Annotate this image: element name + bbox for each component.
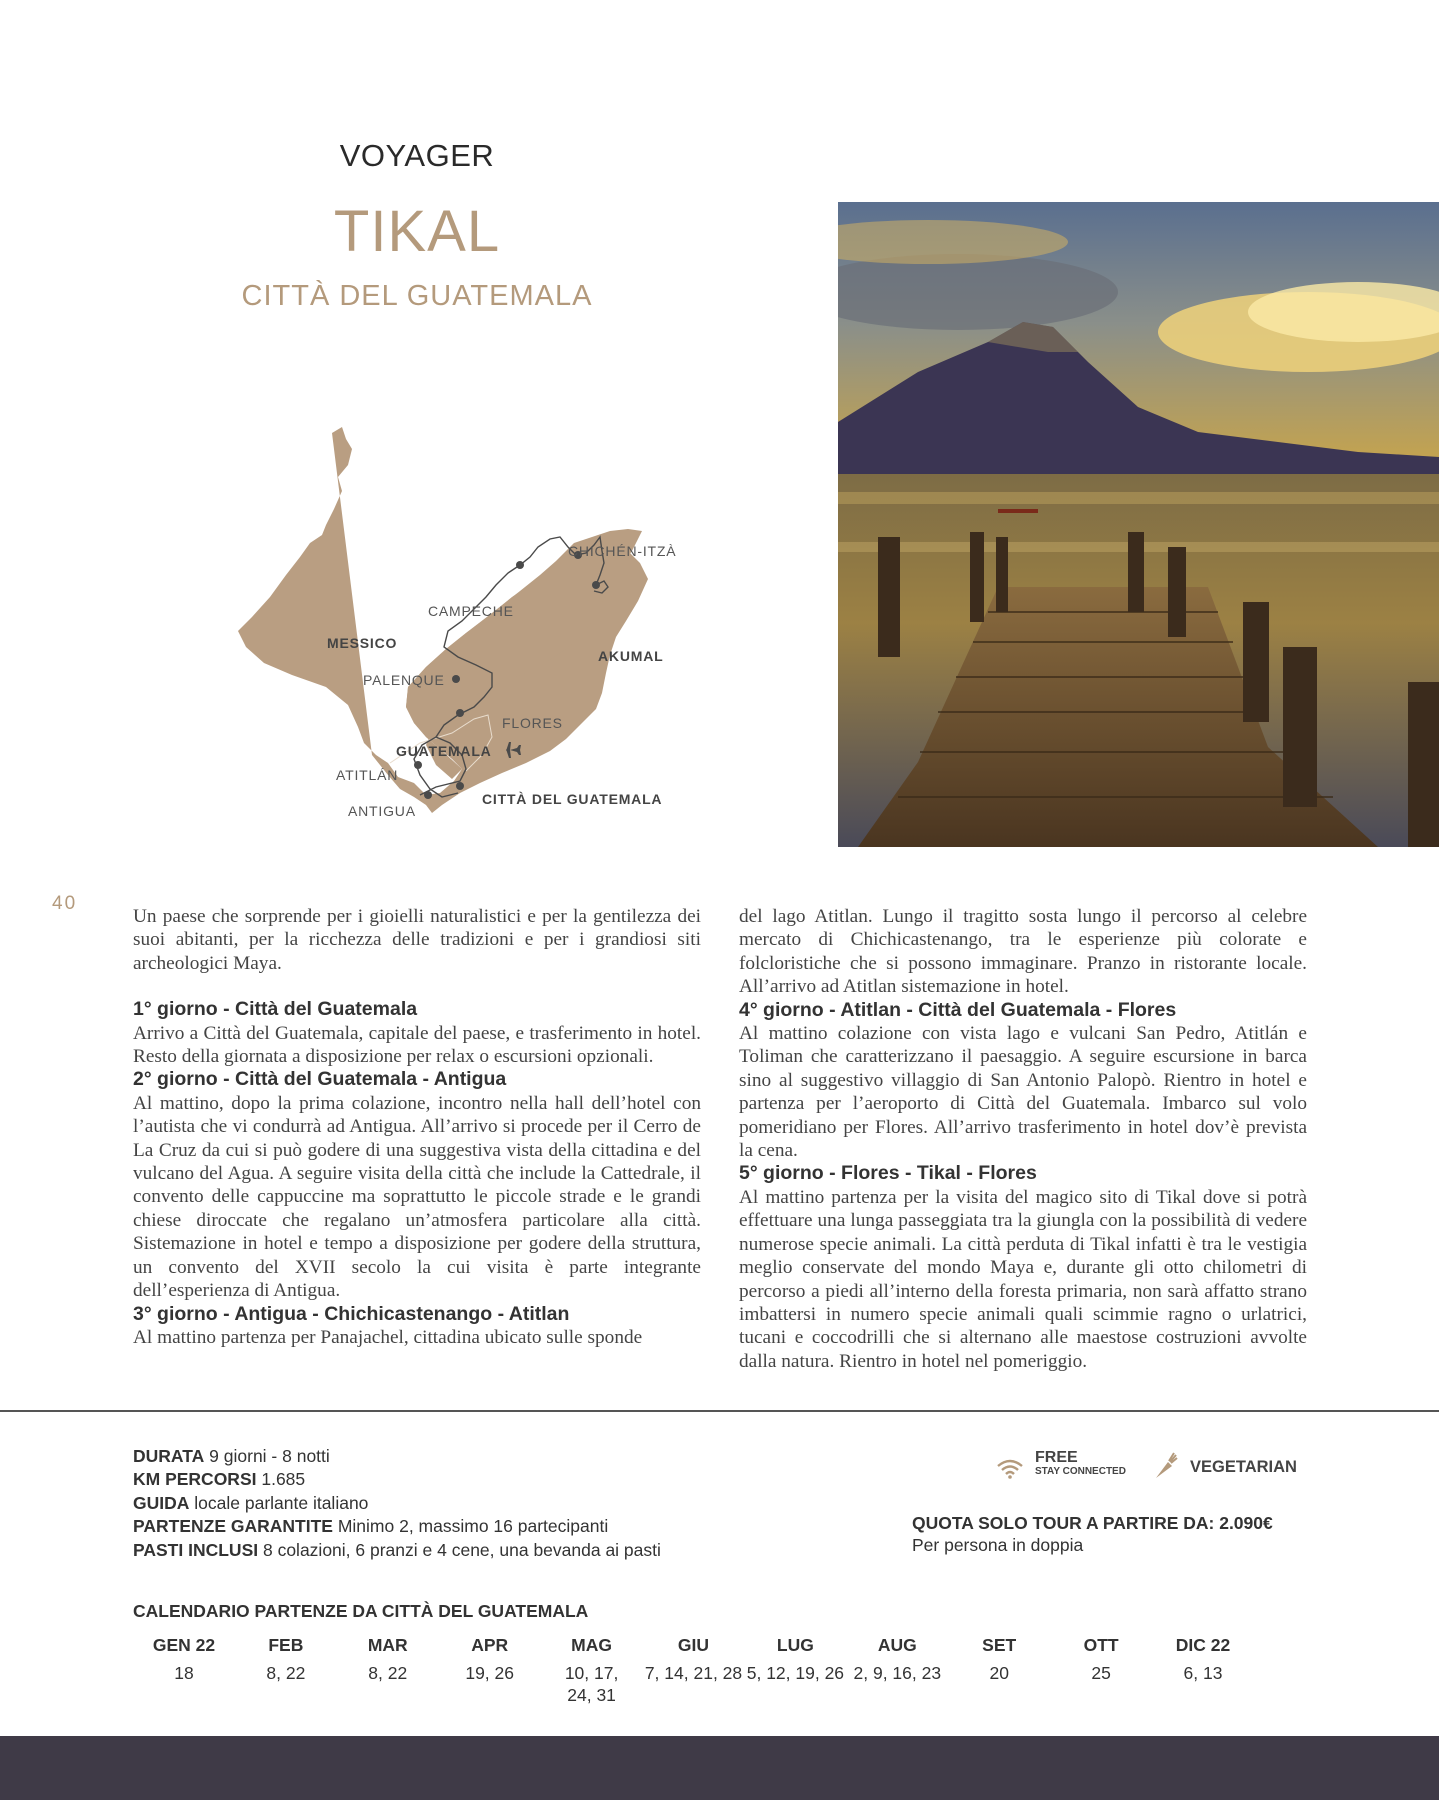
day-4-title: 4° giorno - Atitlan - Città del Guatemala - Flores	[739, 998, 1177, 1021]
map-label-atitlan: ATITLÁN	[336, 767, 399, 783]
itinerary-right-column	[739, 905, 1307, 1373]
day-2-title: 2° giorno - Città del Guatemala - Antigua	[133, 1068, 507, 1091]
day-3-text: Al mattino partenza per Panajachel, cittadina ubicato sulle sponde	[133, 1326, 643, 1348]
map-label-messico: MESSICO	[327, 635, 398, 651]
price-note: Per persona in doppia	[912, 1535, 1084, 1555]
day-1-text: Arrivo a Città del Guatemala, capitale del paese, e trasferimento in hotel. Resto della giornata a disposizione per relax o escursioni opzionali.	[133, 1022, 701, 1068]
calendar-month: LUG 5, 12, 19, 26	[746, 1635, 845, 1683]
calendar-month: GIU 7, 14, 21, 28	[644, 1635, 743, 1683]
footer-band	[0, 1736, 1439, 1800]
map-label-guatemala: GUATEMALA	[396, 743, 492, 759]
info-guida: GUIDA locale parlante italiano	[133, 1492, 369, 1513]
intro-text: Un paese che sorprende per i gioielli naturalistici e per la gentilezza dei suoi abitanti, per la ricchezza delle tradizioni e per i grandiosi siti archeologici Maya.	[133, 906, 701, 974]
day-5-title: 5° giorno - Flores - Tikal - Flores	[739, 1162, 1037, 1185]
map-label-antigua: ANTIGUA	[348, 803, 416, 819]
info-partenze: PARTENZE GARANTITE Minimo 2, massimo 16 partecipanti	[133, 1516, 609, 1537]
map-point-campeche	[516, 561, 524, 569]
day-5-text: Al mattino partenza per la visita del magico sito di Tikal dove si potrà effettuare una lunga passeggiata tra la giungla con la possibilità di vedere numerose specie animali. La città perduta di Tikal infatti è tra le vestigia meglio conservate del mondo Maya e, durante gli otto chilometri di percorso a piedi all’interno della foresta primaria, non sarà affatto strano imbattersi in numero specie animali quali scimmie ragno o urlatrici, tucani e coccodrilli che si alternano alle maestose costruzioni avvolte dalla natura. Rientro in hotel nel pomeriggio.	[739, 1186, 1307, 1372]
price-title: QUOTA SOLO TOUR A PARTIRE DA: 2.090€	[912, 1513, 1273, 1533]
page-title: TIKAL	[333, 199, 501, 264]
calendar-month: FEB 8, 22	[266, 1635, 306, 1683]
map-label-campeche: CAMPECHE	[428, 603, 514, 619]
carrot-icon	[1152, 1450, 1178, 1480]
map-point-citta-guatemala	[456, 782, 464, 790]
tour-info	[133, 1445, 703, 1562]
calendar-month: OTT 25	[1083, 1635, 1119, 1683]
info-pasti: PASTI INCLUSI 8 colazioni, 6 pranzi e 4 cene, una bevanda ai pasti	[133, 1539, 661, 1560]
calendar-month: SET 20	[982, 1635, 1017, 1683]
day-2-text: Al mattino, dopo la prima colazione, incontro nella hall dell’hotel con l’autista che vi condurrà ad Antigua. All’arrivo si procede per il Cerro de La Cruz da cui si può godere di una suggestiva vista della cittadina e del vulcano del Agua. A seguire visita della città che include la Cattedrale, il convento delle cappuccine ma soprattutto le piccole strade e le grandi chiese diroccate che regalano un’atmosfera particolare alla città. Sistemazione in hotel e tempo a disposizione per godere della struttura, un convento del XVII secolo la cui visita è parte integrante dell’esperienza di Antigua.	[133, 1092, 701, 1302]
calendar-month: DIC 22 6, 13	[1175, 1635, 1231, 1683]
calendar-month: GEN 22 18	[152, 1635, 216, 1683]
map-point-palenque	[452, 675, 460, 683]
map-label-palenque: PALENQUE	[363, 672, 445, 688]
map-point-akumal	[592, 581, 600, 589]
map-label-akumal: AKUMAL	[598, 648, 664, 664]
wifi-icon	[995, 1456, 1025, 1480]
route-map	[230, 425, 700, 825]
map-point-antigua	[424, 791, 432, 799]
day-3-text-continued: del lago Atitlan. Lungo il tragitto sosta lungo il percorso al celebre mercato di Chichicastenango, tra le esperienze più colorate e folcloristiche che si possono immaginare. Pranzo in ristorante locale. All’arrivo ad Atitlan sistemazione in hotel.	[739, 906, 1307, 998]
calendar-month: AUG 2, 9, 16, 23	[853, 1635, 942, 1683]
calendar-month: MAR 8, 22	[367, 1635, 408, 1683]
info-durata: DURATA 9 giorni - 8 notti	[133, 1446, 330, 1466]
map-label-chichen-itza: CHICHÉN-ITZÀ	[568, 543, 677, 559]
info-km: KM PERCORSI 1.685	[133, 1469, 306, 1490]
calendar-table	[133, 1632, 1254, 1706]
page-subtitle: CITTÀ DEL GUATEMALA	[241, 280, 593, 312]
day-3-title: 3° giorno - Antigua - Chichicastenango - Atitlan	[133, 1302, 570, 1325]
section-divider	[0, 1410, 1439, 1412]
lake-atitlan-photo	[838, 202, 1439, 847]
calendar-month: APR 19, 26	[465, 1635, 514, 1683]
map-point-flores	[456, 709, 464, 717]
day-1-title: 1° giorno - Città del Guatemala	[133, 998, 418, 1021]
map-point-atitlan	[414, 761, 422, 769]
map-label-citta-guatemala: CITTÀ DEL GUATEMALA	[482, 791, 663, 807]
map-label-flores: FLORES	[502, 715, 563, 731]
page-number: 40	[52, 893, 78, 914]
calendar-month: MAG 10, 17, 24, 31	[564, 1635, 619, 1705]
itinerary-left-column	[133, 905, 701, 1349]
series-label: VOYAGER	[339, 138, 495, 173]
calendar-title: CALENDARIO PARTENZE DA CITTÀ DEL GUATEMALA	[133, 1601, 589, 1621]
day-4-text: Al mattino colazione con vista lago e vulcani San Pedro, Atitlán e Toliman che caratterizzano il paesaggio. A seguire escursione in barca sino al suggestivo villaggio di San Antonio Palopò. Rientro in hotel e partenza per l’aeroporto di Città del Guatemala. Imbarco sul volo pomeridiano per Flores. All’arrivo trasferimento in hotel dov’è prevista la cena.	[739, 1023, 1307, 1162]
price-block	[912, 1512, 1273, 1556]
